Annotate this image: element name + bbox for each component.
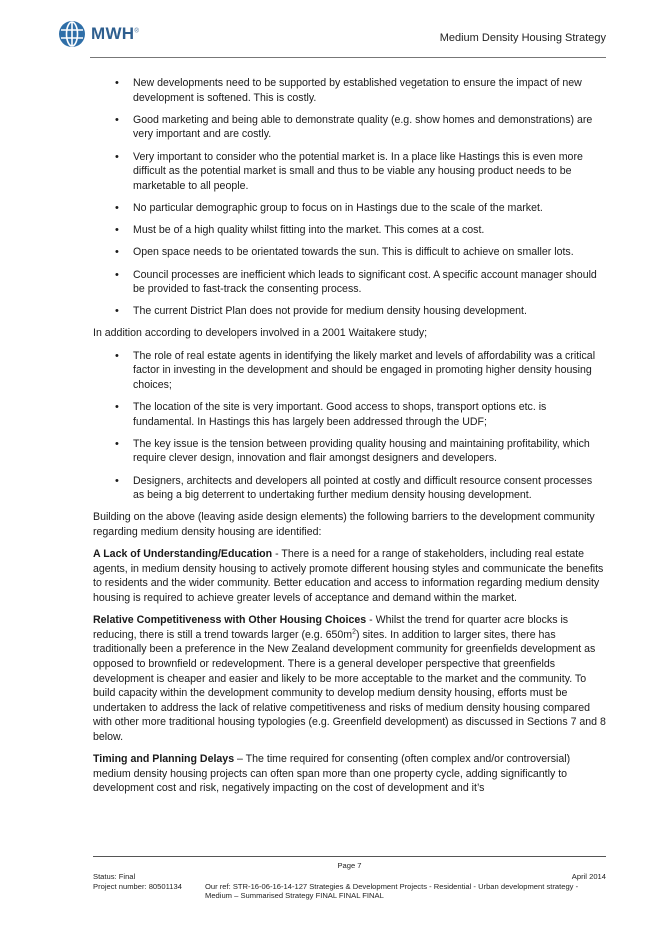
barrier-heading: Relative Competitiveness with Other Housing Choices bbox=[93, 614, 367, 627]
header-divider bbox=[90, 57, 606, 58]
page-footer bbox=[93, 856, 606, 901]
footer-date: April 2014 bbox=[571, 872, 606, 882]
barrier-text: - Whilst the trend for quarter acre blocks is reducing, there is still a trend towards larger (e.g. 650m bbox=[93, 614, 569, 641]
list-item: • Open space needs to be orientated towards the sun. This is difficult to achieve on smaller lots. bbox=[113, 245, 606, 260]
globe-icon bbox=[58, 20, 86, 48]
barrier-heading: Timing and Planning Delays bbox=[93, 753, 235, 766]
page-number: Page 7 bbox=[337, 861, 362, 870]
footer-divider bbox=[93, 856, 606, 857]
list-item: • Very important to consider who the potential market is. In a place like Hastings this is even more difficult as the potential market is small and thus to be viable any housing product needs to be marketable to all people. bbox=[113, 150, 606, 194]
list-item: • Council processes are inefficient which leads to significant cost. A specific account manager should be provided to fast-track the consenting process. bbox=[113, 268, 606, 297]
barrier-relative-competitiveness bbox=[93, 613, 606, 744]
list-item: • Designers, architects and developers all pointed at costly and difficult resource consent processes as being a big deterrent to undertaking further medium density housing development. bbox=[113, 474, 606, 503]
list-item: • Must be of a high quality whilst fitting into the market. This comes at a cost. bbox=[113, 223, 606, 238]
document-title: Medium Density Housing Strategy bbox=[439, 32, 606, 44]
superscript: 2 bbox=[352, 628, 356, 636]
barrier-timing-and-planning bbox=[93, 752, 606, 796]
bullet-list-waitakere-study bbox=[113, 349, 606, 503]
barrier-text: - There is a need for a range of stakeholders, including real estate agents, in medium density housing to actively promote different housing styles and communicate the benefits to residents and the wider community. Better education and access to information regarding medium density housing is required to achieve greater levels of acceptance and demand within the market. bbox=[93, 548, 604, 604]
barrier-heading: A Lack of Understanding/Education bbox=[93, 548, 273, 561]
barrier-text: ) sites. In addition to larger sites, there has traditionally been a preference in the New Zealand development community for greenfields development as opposed to brownfield or redevelopment. There is a general developer perspective that greenfields development is cheaper and easier and likely to be more acceptable to the market and the community. To build capacity within the development community to develop medium density housing, efforts must be undertaken to address the lack of relative competitiveness and risks of medium density housing compared with other more traditional housing typologies (e.g. Greenfield development) as discussed in Sections 7 and 8 below. bbox=[93, 628, 606, 743]
status-text: Status: Final bbox=[93, 872, 136, 882]
waitakere-intro: In addition according to developers involved in a 2001 Waitakere study; bbox=[93, 327, 428, 340]
footer-project-row bbox=[93, 882, 606, 901]
barrier-lack-of-understanding bbox=[93, 547, 606, 605]
list-item: • The key issue is the tension between providing quality housing and maintaining profitability, which require clever design, innovation and flair amongst designers and developers. bbox=[113, 437, 606, 466]
list-item: • New developments need to be supported by established vegetation to ensure the impact of new development is softened. This is costly. bbox=[113, 76, 606, 105]
list-item: • No particular demographic group to focus on in Hastings due to the scale of the market. bbox=[113, 201, 606, 216]
page-header bbox=[0, 0, 656, 64]
project-number: Project number: 80501134 bbox=[93, 881, 182, 891]
barriers-intro: Building on the above (leaving aside design elements) the following barriers to the development community regarding medium density housing are identified: bbox=[93, 511, 595, 538]
mwh-logo bbox=[58, 20, 139, 48]
list-item: • The location of the site is very important. Good access to shops, transport options etc. is fundamental. In Hastings this has largely been addressed through the UDF; bbox=[113, 400, 606, 429]
bullet-list-developer-feedback bbox=[113, 76, 606, 319]
document-reference: Our ref: STR-16-06-16-14-127 Strategies & Development Projects - Residential - Urban development strategy - Medium – Summarised Strategy FINAL FINAL FINAL bbox=[205, 881, 579, 901]
list-item: • The current District Plan does not provide for medium density housing development. bbox=[113, 304, 606, 319]
barrier-text: – The time required for consenting (often complex and/or controversial) medium density housing projects can often span more than one property cycle, adding significantly to development cost and risk, negatively impacting on the cost of development and it’s bbox=[93, 753, 571, 795]
footer-status-row bbox=[93, 872, 606, 881]
list-item: • The role of real estate agents in identifying the likely market and levels of affordability was a critical factor in investing in the development and should be engaged in promoting higher density housing choices; bbox=[113, 349, 606, 393]
logo-text: MWH® bbox=[91, 24, 140, 43]
page-body bbox=[93, 76, 606, 803]
list-item: • Good marketing and being able to demonstrate quality (e.g. show homes and demonstrations) are very important and are costly. bbox=[113, 113, 606, 142]
